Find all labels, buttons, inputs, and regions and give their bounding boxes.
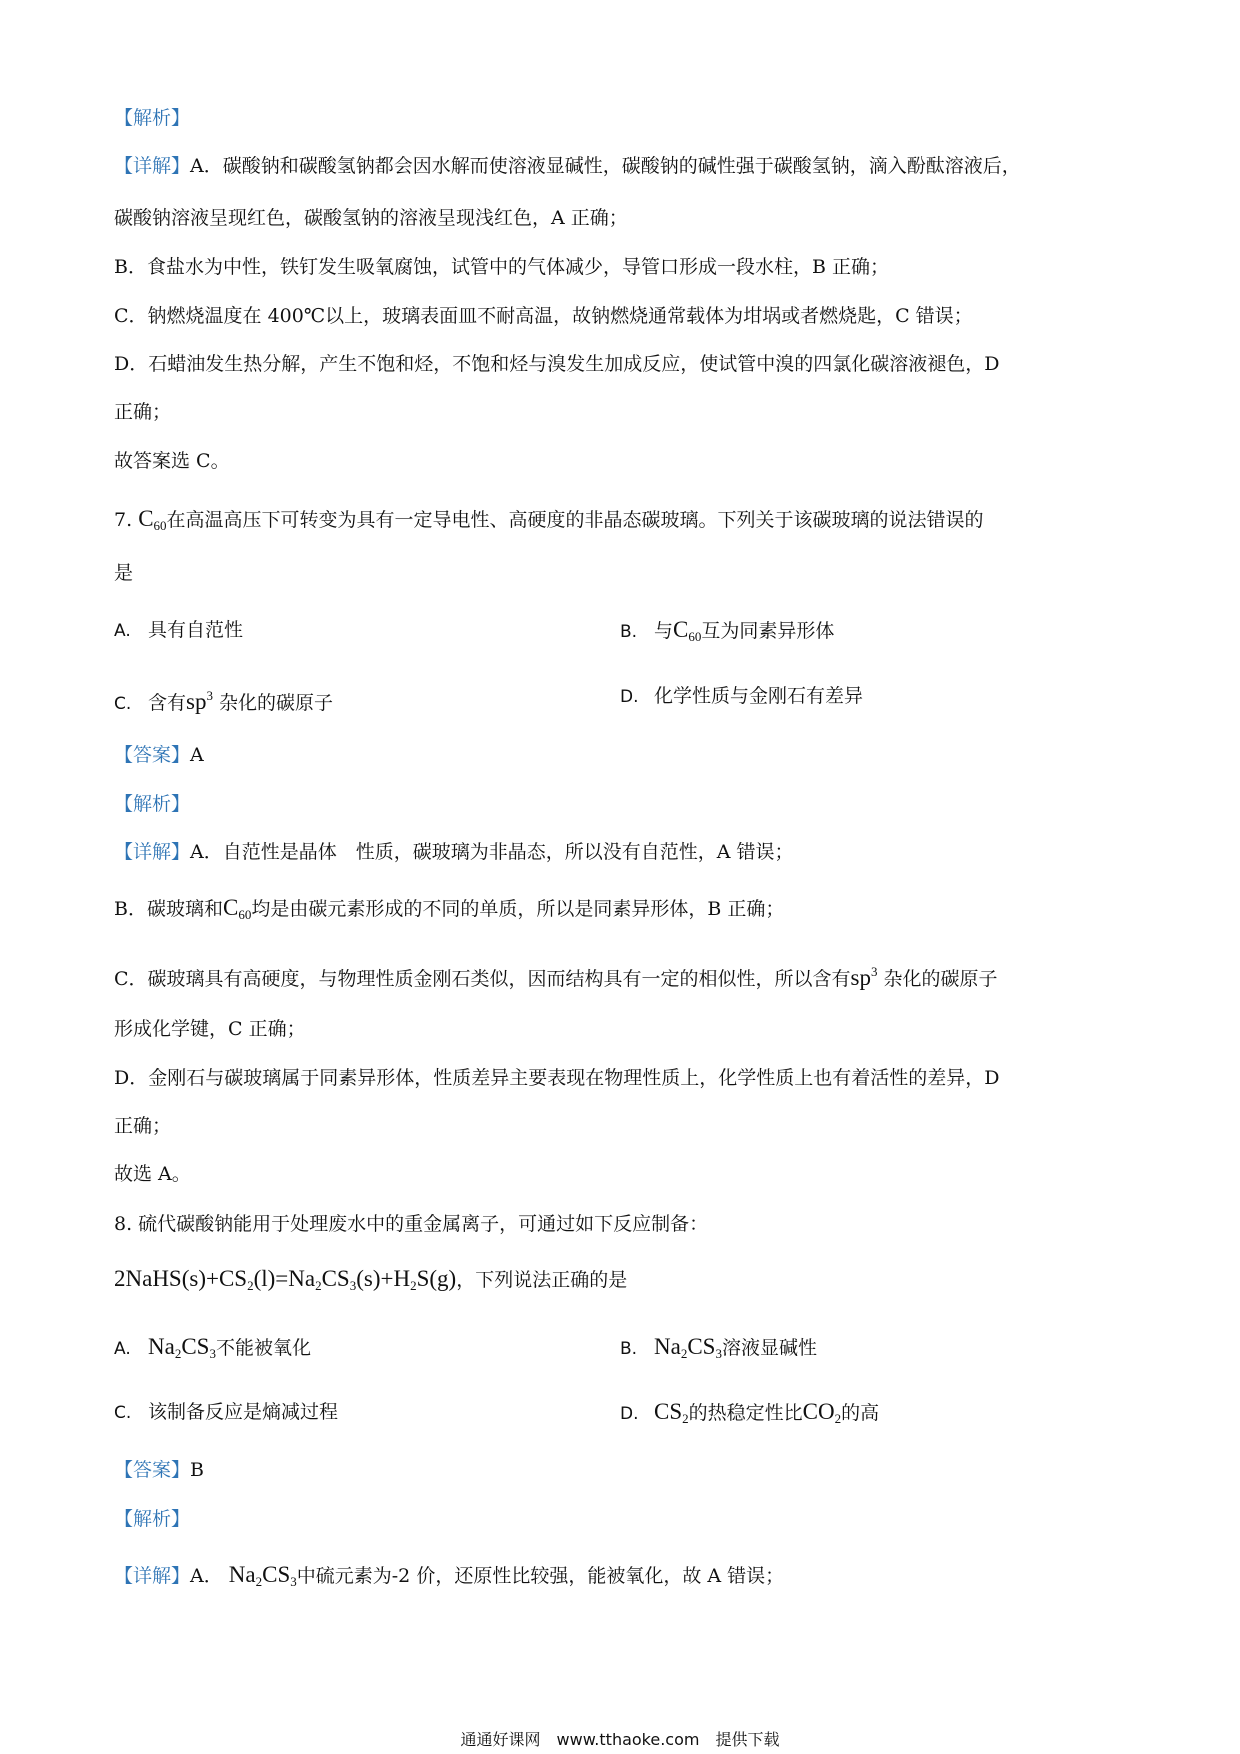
q8-option-a-label: A. [114,1339,131,1359]
q7-option-c-text-1: 含有 [148,692,187,714]
q7-option-c-label: C. [114,694,132,714]
q7-c60: $C_{60}$ [138,506,167,533]
q8-reaction-equation: $2NaHS(s)+CS_2(l)=Na_2CS_3(s)+H_2S(g)$ [114,1266,457,1293]
q7-option-a[interactable] [114,616,243,645]
q8-stem-text: ，下列说法正确的是 [456,1269,628,1291]
q7-answer-value: A [190,744,204,766]
q8-option-a[interactable] [114,1333,311,1368]
q7-option-c-sp3: $sp^3$ [186,688,213,714]
q8-option-c[interactable] [114,1398,338,1427]
q7-detail-text-3b: 杂化的碳原子 [883,968,998,990]
q7-detail-line-6: 正确； [114,1115,172,1137]
page-footer: 通通好课网 www.tthaoke.com 提供下载 [460,1730,780,1749]
q6-detail-line-2: 碳酸钠溶液呈现红色，碳酸氢钠的溶液呈现浅红色，A 正确； [114,207,628,229]
q7-option-c[interactable] [114,682,333,718]
q6-detail-text-1: A．碳酸钠和碳酸氢钠都会因水解而使溶液显碱性，碳酸钠的碱性强于碳酸氢钠，滴入酚酞溶液后， [190,155,1021,177]
q7-answer-tag: 【答案】 [114,744,191,766]
q7-detail-line-2 [114,894,784,929]
q6-analysis-tag: 【解析】 [114,107,191,129]
q8-option-d-label: D. [620,1404,639,1424]
q7-option-b-c60: $C_{60}$ [673,617,702,644]
q8-option-d-text-1: 的热稳定性比 [688,1402,803,1424]
q8-answer-value: B [190,1459,204,1481]
q8-option-d[interactable] [620,1398,879,1433]
q7-answer [114,741,204,769]
q8-answer-tag: 【答案】 [114,1459,191,1481]
q7-option-b-text-1: 与 [654,620,674,642]
q8-analysis-tag: 【解析】 [114,1508,191,1530]
q8-option-d-cs2: $CS_2$ [654,1399,689,1426]
q7-detail-text-2b: 均是由碳元素形成的不同的单质，所以是同素异形体，B 正确； [251,898,785,920]
q7-option-b-text-2: 互为同素异形体 [701,620,835,642]
q8-option-c-text: 该制备反应是熵减过程 [148,1401,339,1423]
q7-option-c-text-2: 杂化的碳原子 [219,692,334,714]
q7-option-a-label: A. [114,621,131,641]
q7-option-b[interactable] [620,616,834,651]
q6-detail-line-6: 正确； [114,401,172,423]
q8-detail-text-1a: A． [190,1565,223,1587]
q8-option-b-text: 溶液显碱性 [721,1337,817,1359]
q6-detail-line-1 [114,152,1021,180]
q8-detail-formula: $Na_2CS_3$ [228,1562,297,1589]
q7-detail-c60: $C_{60}$ [222,895,252,922]
q8-option-c-label: C. [114,1403,132,1423]
q7-detail-line-1 [114,838,794,866]
q8-option-a-text: 不能被氧化 [215,1337,311,1359]
q7-conclusion: 故选 A。 [114,1163,191,1185]
q8-option-d-co2: $CO_2$ [802,1399,842,1426]
q8-stem-line-1: 8. 硫代碳酸钠能用于处理废水中的重金属离子，可通过如下反应制备： [114,1213,709,1235]
q8-detail-tag: 【详解】 [114,1565,191,1587]
q6-detail-line-4: C．钠燃烧温度在 400℃以上，玻璃表面皿不耐高温，故钠燃烧通常载体为坩埚或者燃烧匙，C 错误； [114,305,973,327]
q7-stem-line-1 [114,505,984,540]
q8-option-b-label: B. [620,1339,638,1359]
q8-option-b[interactable] [620,1333,817,1368]
q7-option-d-label: D. [620,687,639,707]
q6-detail-line-3: B．食盐水为中性，铁钉发生吸氧腐蚀，试管中的气体减少，导管口形成一段水柱，B 正确； [114,256,889,278]
q7-option-b-label: B. [620,622,638,642]
q7-detail-text-2a: B．碳玻璃和 [114,898,223,920]
q6-detail-line-5: D．石蜡油发生热分解，产生不饱和烃，不饱和烃与溴发生加成反应，使试管中溴的四氯化碳溶液褪色，D [114,353,1000,375]
q8-answer [114,1456,204,1484]
q7-detail-sp3: $sp^3$ [850,964,878,990]
q7-option-d-text: 化学性质与金刚石有差异 [654,685,864,707]
q8-detail-text-1b: 中硫元素为-2 价，还原性比较强，能被氧化，故 A 错误； [296,1565,785,1587]
q8-stem-line-2 [114,1265,627,1300]
q7-analysis-tag: 【解析】 [114,793,191,815]
q7-detail-line-4: 形成化学键，C 正确； [114,1018,306,1040]
q7-detail-tag: 【详解】 [114,841,191,863]
q7-detail-text-3a: C．碳玻璃具有高硬度，与物理性质金刚石类似，因而结构具有一定的相似性，所以含有 [114,968,851,990]
q7-stem-text: 在高温高压下可转变为具有一定导电性、高硬度的非晶态碳玻璃。下列关于该碳玻璃的说法错误的 [166,509,984,531]
q7-detail-text-1: A．自范性是晶体 性质，碳玻璃为非晶态，所以没有自范性，A 错误； [190,841,794,863]
q7-stem-line-2: 是 [114,562,134,584]
q8-option-d-text-2: 的高 [841,1402,880,1424]
q7-detail-line-5: D．金刚石与碳玻璃属于同素异形体，性质差异主要表现在物理性质上，化学性质上也有着活性的差异，D [114,1067,1000,1089]
q6-detail-tag: 【详解】 [114,155,191,177]
q7-detail-line-3 [114,958,998,993]
q8-option-a-formula: $Na_2CS_3$ [148,1334,216,1361]
q7-option-d[interactable] [620,682,863,711]
q8-option-b-formula: $Na_2CS_3$ [654,1334,722,1361]
q7-option-a-text: 具有自范性 [148,619,244,641]
q8-detail-line-1 [114,1561,784,1596]
q6-conclusion: 故答案选 C。 [114,450,230,472]
q7-number: 7. [114,509,133,531]
